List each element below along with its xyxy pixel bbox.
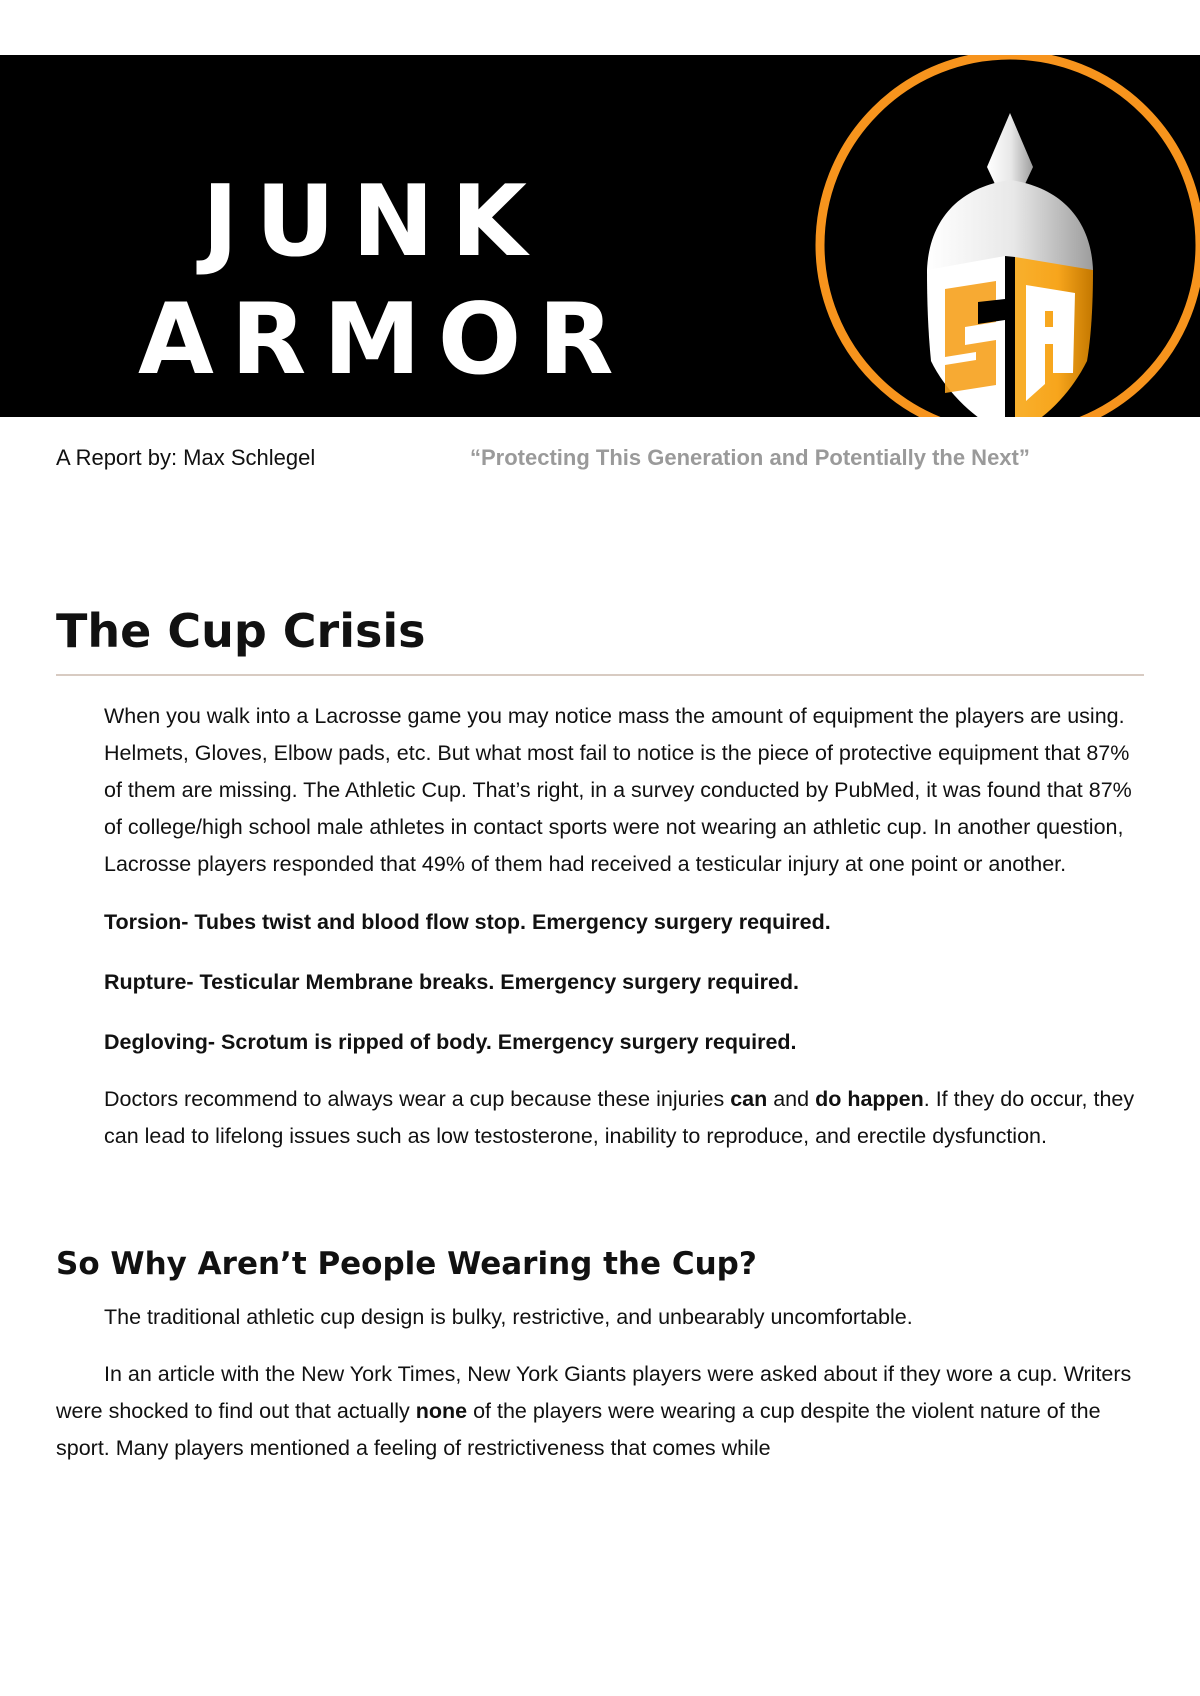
article-bold-none: none [415,1399,468,1423]
injury-item-torsion: Torsion- Tubes twist and blood flow stop. Emergency surgery required. [104,910,831,934]
brand-title-line-1: JUNK [202,165,544,279]
spartan-helmet-logo-icon [800,55,1200,417]
traditional-cup-paragraph: The traditional athletic cup design is bulky, restrictive, and unbearably uncomfortable. [104,1305,913,1329]
section-title-why-not-wearing: So Why Aren’t People Wearing the Cup? [56,1246,757,1282]
header-banner [0,55,1200,417]
article-text-before: In an article with the New York Times, New York Giants players were asked about if they wore a cup. Writers were shocked to find out that actually [56,1362,1132,1423]
intro-paragraph: When you walk into a Lacrosse game you may notice mass the amount of equipment the players are using. Helmets, Gloves, Elbow pads, etc. But what most fail to notice is the piece of protective equipment that 87% of them are missing. The Athletic Cup. That’s right, in a survey conducted by PubMed, it was found that 87% of college/high school male athletes in contact sports were not wearing an athletic cup. In another question, Lacrosse players responded that 49% of them had received a testicular injury at one point or another. [104,704,1132,876]
section-title-cup-crisis: The Cup Crisis [56,604,426,658]
doctor-text-middle: and [767,1087,816,1111]
why-not-wearing-section [56,1243,1144,1467]
report-body [56,598,1144,1467]
report-author: A Report by: Max Schlegel [56,445,316,470]
title-divider [56,674,1144,676]
new-york-times-paragraph [56,1356,1144,1467]
injury-item-degloving: Degloving- Scrotum is ripped of body. Emergency surgery required. [104,1030,797,1054]
doctor-text-before: Doctors recommend to always wear a cup because these injuries [104,1087,731,1111]
cup-crisis-content [56,698,1144,1155]
brand-title-line-2: ARMOR [138,283,631,397]
report-tagline: “Protecting This Generation and Potentially the Next” [470,445,1030,470]
article-text-after: of the players were wearing a cup despite the violent nature of the sport. Many players mentioned a feeling of restrictiveness that comes while [56,1399,1101,1460]
helmet-left-face [927,256,1005,417]
injury-item-rupture: Rupture- Testicular Membrane breaks. Emergency surgery required. [104,970,800,994]
doctor-bold-do-happen: do happen [815,1087,924,1111]
doctor-bold-can: can [730,1087,768,1111]
helmet-center-line [1005,256,1015,417]
cup-crisis-section [56,598,1144,1155]
doctor-recommendation-paragraph [104,1081,1144,1155]
helmet-eye-slot [978,299,1005,324]
doctor-text-after: . If they do occur, they can lead to lifelong issues such as low testosterone, inability to reproduce, and erectile dysfunction. [104,1087,1135,1148]
brand-title [138,165,698,397]
